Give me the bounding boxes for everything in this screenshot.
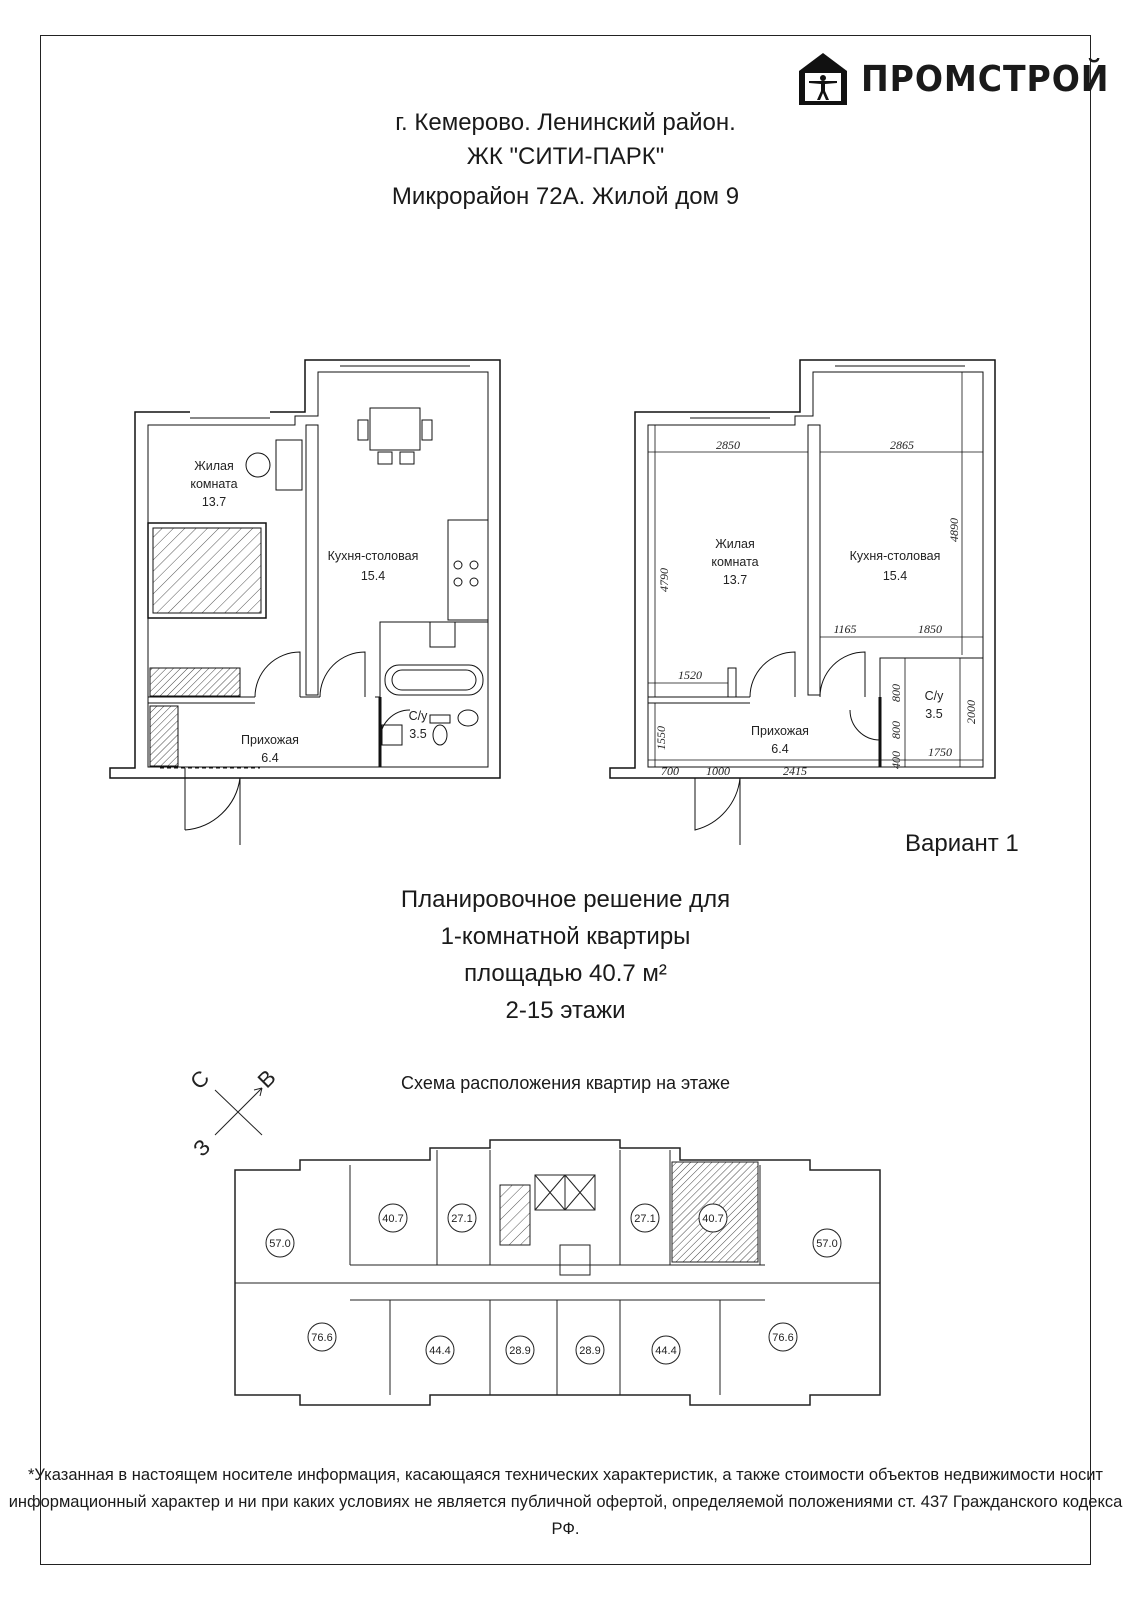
room-area-r2: 15.4 — [882, 569, 908, 583]
room-area-3: 6.4 — [261, 751, 279, 765]
dim-4790: 4790 — [657, 568, 671, 592]
badge-top-3 — [448, 1204, 476, 1232]
address-line: г. Кемерово. Ленинский район. — [395, 109, 736, 136]
dim-1000: 1000 — [706, 764, 730, 778]
svg-text:28.9: 28.9 — [579, 1345, 601, 1357]
svg-text:57.0: 57.0 — [269, 1238, 291, 1250]
room-area-r1: 13.7 — [722, 573, 748, 587]
badge-top-1 — [266, 1229, 294, 1257]
dim-400: 400 — [889, 751, 903, 769]
room-area-r3: 6.4 — [771, 742, 789, 756]
badge-bot-4 — [576, 1336, 604, 1364]
dim-2865: 2865 — [890, 438, 914, 452]
dim-1520: 1520 — [678, 668, 702, 682]
plan-furnished — [110, 360, 500, 845]
compass-rose — [215, 1088, 262, 1135]
svg-text:27.1: 27.1 — [451, 1213, 473, 1225]
svg-text:57.0: 57.0 — [816, 1238, 838, 1250]
dim-2000: 2000 — [964, 700, 978, 724]
compass-north: С — [185, 1065, 215, 1095]
svg-text:27.1: 27.1 — [634, 1213, 656, 1225]
complex-name: ЖК "СИТИ-ПАРК" — [466, 143, 665, 170]
disclaimer — [0, 1462, 1131, 1543]
title-line-4: 2-15 этажи — [505, 997, 626, 1024]
badge-bot-1 — [308, 1323, 336, 1351]
dim-1850: 1850 — [918, 622, 942, 636]
compass-east: В — [252, 1064, 281, 1093]
dim-1750: 1750 — [928, 745, 952, 759]
room-label-r1: Жилая — [715, 537, 755, 551]
dim-1550: 1550 — [654, 726, 668, 750]
variant-label: Вариант 1 — [905, 830, 1019, 857]
badge-top-4 — [631, 1204, 659, 1232]
room-label-r3: Прихожая — [751, 724, 809, 738]
badge-top-6 — [813, 1229, 841, 1257]
disclaimer-line-2: информационный характер и ни при каких условиях не является публичной офертой, определяемой положениями ст. 437 Гражданского кодекса РФ. — [8, 1493, 1123, 1538]
room-area-1: 13.7 — [201, 495, 227, 509]
room-label-3: Прихожая — [241, 733, 299, 747]
badge-top-5 — [699, 1204, 727, 1232]
building-line: Микрорайон 72А. Жилой дом 9 — [391, 183, 740, 210]
room-label-r1b: комната — [711, 555, 759, 569]
badge-top-2 — [379, 1204, 407, 1232]
room-label-2: Кухня-столовая — [327, 549, 419, 563]
svg-text:76.6: 76.6 — [772, 1332, 794, 1344]
dim-800b: 800 — [889, 721, 903, 739]
svg-text:44.4: 44.4 — [429, 1345, 451, 1357]
room-label-1b: комната — [190, 477, 238, 491]
brand-name: ПРОМСТРОЙ — [861, 58, 1110, 100]
title-line-2: 1-комнатной квартиры — [440, 923, 691, 950]
room-area-4: 3.5 — [409, 727, 427, 741]
room-label-1: Жилая — [194, 459, 234, 473]
dim-800a: 800 — [889, 684, 903, 702]
dim-2415: 2415 — [783, 764, 807, 778]
room-label-4: С/у — [408, 709, 428, 723]
badge-bot-5 — [652, 1336, 680, 1364]
badge-bot-3 — [506, 1336, 534, 1364]
room-label-r4: С/у — [924, 689, 944, 703]
compass-west: З — [188, 1134, 216, 1162]
badge-bot-6 — [769, 1323, 797, 1351]
svg-text:76.6: 76.6 — [311, 1332, 333, 1344]
badge-bot-2 — [426, 1336, 454, 1364]
title-line-1: Планировочное решение для — [400, 886, 731, 913]
svg-text:40.7: 40.7 — [382, 1213, 404, 1225]
title-line-3: площадью 40.7 м² — [464, 960, 667, 987]
floor-scheme-title: Схема расположения квартир на этаже — [401, 1073, 730, 1093]
room-label-r2: Кухня-столовая — [849, 549, 941, 563]
dim-1165: 1165 — [833, 622, 857, 636]
dim-4890: 4890 — [947, 518, 961, 542]
room-area-2: 15.4 — [360, 569, 386, 583]
dim-2850: 2850 — [716, 438, 740, 452]
dim-700: 700 — [661, 764, 679, 778]
svg-text:40.7: 40.7 — [702, 1213, 724, 1225]
svg-text:44.4: 44.4 — [655, 1345, 677, 1357]
room-area-r4: 3.5 — [925, 707, 943, 721]
disclaimer-line-1: *Указанная в настоящем носителе информация, касающаяся технических характеристик, а также стоимости объектов недвижимости носит — [28, 1466, 1103, 1484]
svg-text:28.9: 28.9 — [509, 1345, 531, 1357]
